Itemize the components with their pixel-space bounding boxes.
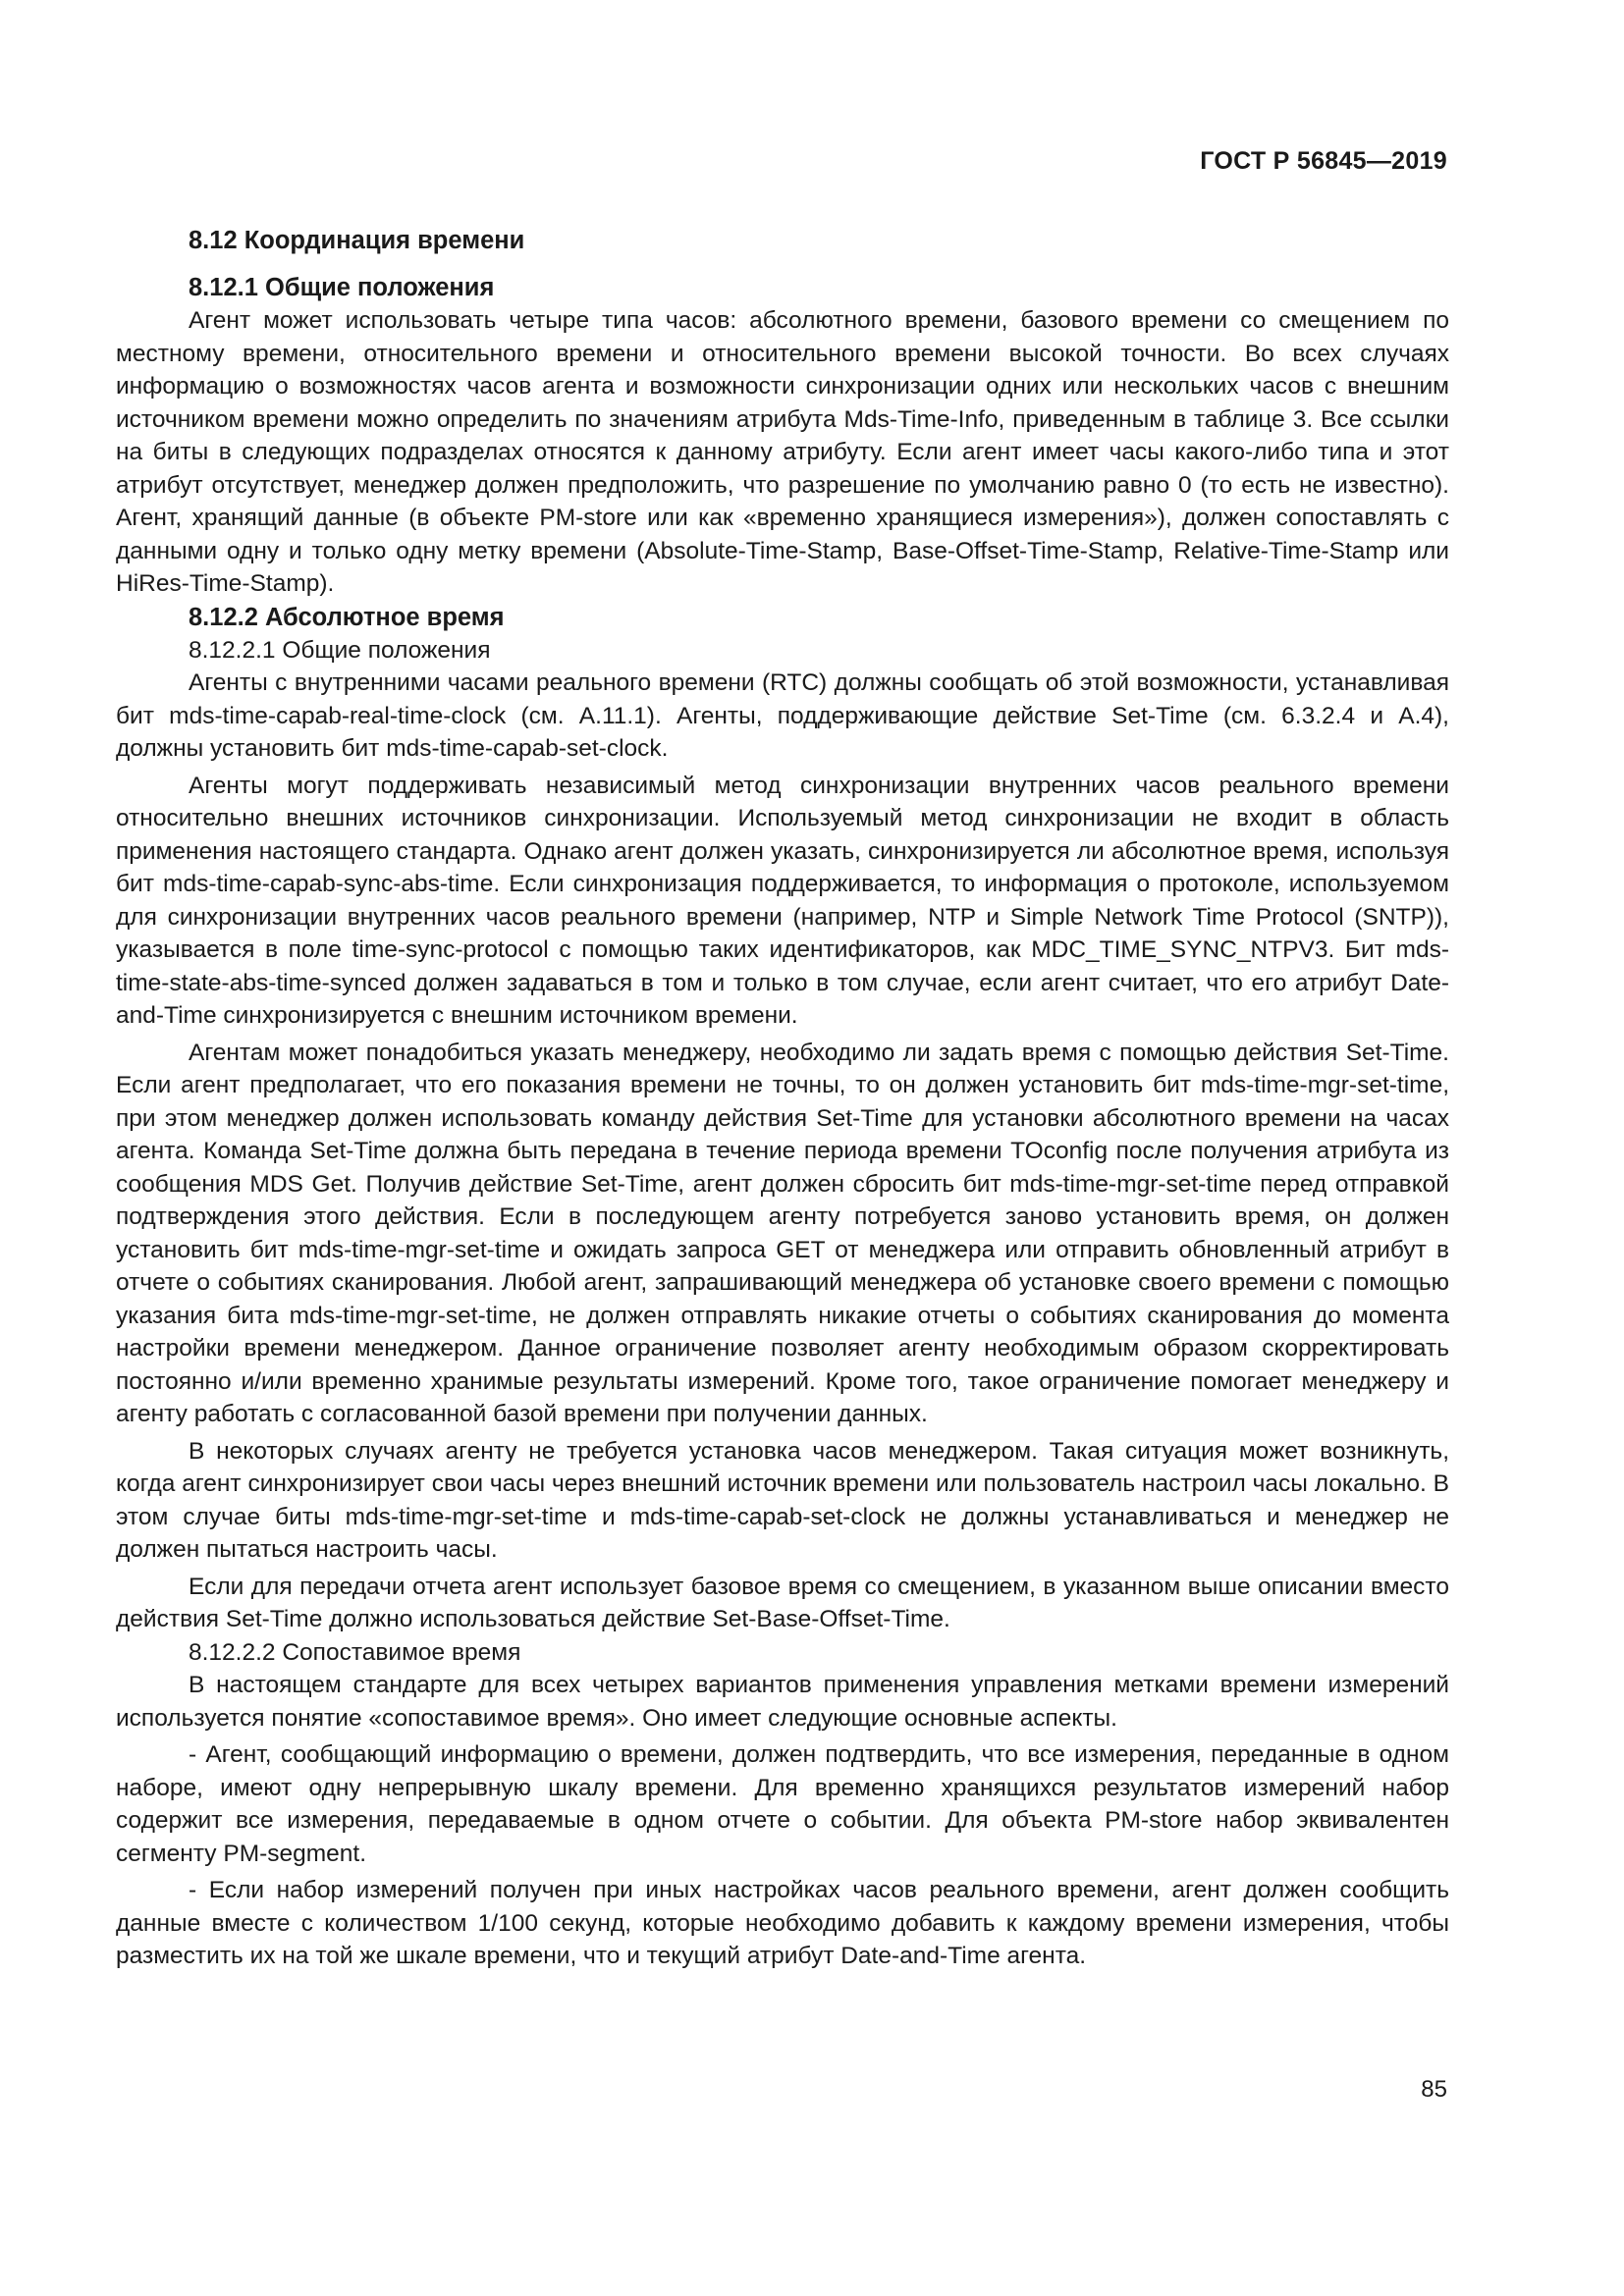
section-heading-8-12: 8.12 Координация времени [189, 227, 525, 254]
paragraph-8-12-2-1-5: Если для передачи отчета агент использует базовое время со смещением, в указанном выше описании вместо действия Set-Time должно использоваться действие Set-Base-Offset-Time. [116, 1573, 1449, 1632]
paragraph-8-12-2-1-3: Агентам может понадобиться указать менеджеру, необходимо ли задать время с помощью действия Set-Time. Если агент предполагает, что его показания времени не точны, то он должен установить бит mds-time-mgr-set-time, при этом менеджер должен использовать команду действия Set-Time для установки абсолютного времени на часах агента. Команда Set-Time должна быть передана в течение периода времени TOconfig после получения атрибута из сообщения MDS Get. Получив действие Set-Time, агент должен сбросить бит mds-time-mgr-set-time перед отправкой подтверждения этого действия. Если в последующем агенту потребуется заново установить время, он должен установить бит mds-time-mgr-set-time и ожидать запроса GET от менеджера или отправить обновленный атрибут в отчете о событиях сканирования. Любой агент, запрашивающий менеджера об установке своего времени с помощью указания бита mds-time-mgr-set-time, не должен отправлять никакие отчеты о событиях сканирования до момента настройки времени менеджером. Данное ограничение позволяет агенту необходимым образом скорректировать постоянно и/или временно хранимые результаты измерений. Кроме того, такое ограничение помогает менеджеру и агенту работать с согласованной базой времени при получении данных. [116, 1039, 1449, 1427]
subsection-heading-8-12-2: 8.12.2 Абсолютное время [189, 603, 505, 631]
document-standard-id: ГОСТ Р 56845—2019 [1200, 147, 1447, 175]
paragraph-8-12-1-1: Агент может использовать четыре типа часов: абсолютного времени, базового времени со смещением по местному времени, относительного времени и относительного времени высокой точности. Во всех случаях информацию о возможностях часов агента и возможности синхронизации одних или нескольких часов с внешним источником времени можно определить по значениям атрибута Mds-Time-Info, приведенным в таблице 3. Все ссылки на биты в следующих подразделах относятся к данному атрибуту. Если агент имеет часы какого-либо типа и этот атрибут отсутствует, менеджер должен предположить, что разрешение по умолчанию равно 0 (то есть не известно). Агент, хранящий данные (в объекте PM-store или как «временно хранящиеся измерения»), должен сопоставлять с данными одну и только одну метку времени (Absolute-Time-Stamp, Base-Offset-Time-Stamp, Relative-Time-Stamp или HiRes-Time-Stamp). [116, 307, 1449, 597]
subsubsection-heading-8-12-2-2: 8.12.2.2 Сопоставимое время [189, 1638, 521, 1666]
paragraph-8-12-2-1-2: Агенты могут поддерживать независимый метод синхронизации внутренних часов реального времени относительно внешних источников синхронизации. Используемый метод синхронизации не входит в область применения настоящего стандарта. Однако агент должен указать, синхронизируется ли абсолютное время, используя бит mds-time-capab-sync-abs-time. Если синхронизация поддерживается, то информация о протоколе, используемом для синхронизации внутренних часов реального времени (например, NTP и Simple Network Time Protocol (SNTP)), указывается в поле time-sync-protocol с помощью таких идентификаторов, как MDC_TIME_SYNC_NTPV3. Бит mds-time-state-abs-time-synced должен задаваться в том и только в том случае, если агент считает, что его атрибут Date-and-Time синхронизируется с внешним источником времени. [116, 772, 1449, 1029]
paragraph-8-12-2-2-1: В настоящем стандарте для всех четырех вариантов применения управления метками времени измерений используется понятие «сопоставимое время». Оно имеет следующие основные аспекты. [116, 1672, 1449, 1732]
paragraph-8-12-2-2-2: - Агент, сообщающий информацию о времени, должен подтвердить, что все измерения, переданные в одном наборе, имеют одну непрерывную шкалу времени. Для временно хранящихся результатов измерений набор содержит все измерения, передаваемые в одном отчете о событии. Для объекта PM-store набор эквивалентен сегменту PM-segment. [116, 1741, 1449, 1867]
document-body [116, 224, 1449, 1973]
subsubsection-heading-8-12-2-1: 8.12.2.1 Общие положения [189, 636, 491, 664]
paragraph-8-12-2-1-1: Агенты с внутренними часами реального времени (RTC) должны сообщать об этой возможности, устанавливая бит mds-time-capab-real-time-clock (см. А.11.1). Агенты, поддерживающие действие Set-Time (см. 6.3.2.4 и А.4), должны установить бит mds-time-capab-set-clock. [116, 669, 1449, 762]
paragraph-8-12-2-1-4: В некоторых случаях агенту не требуется установка часов менеджером. Такая ситуация может возникнуть, когда агент синхронизирует свои часы через внешний источник времени или пользователь настроил часы локально. В этом случае биты mds-time-mgr-set-time и mds-time-capab-set-clock не должны устанавливаться и менеджер не должен пытаться настроить часы. [116, 1437, 1449, 1563]
page-number: 85 [1421, 2076, 1447, 2103]
paragraph-8-12-2-2-3: - Если набор измерений получен при иных настройках часов реального времени, агент должен сообщить данные вместе с количеством 1/100 секунд, которые необходимо добавить к каждому времени измерения, чтобы разместить их на той же шкале времени, что и текущий атрибут Date-and-Time агента. [116, 1877, 1449, 1969]
subsection-heading-8-12-1: 8.12.1 Общие положения [189, 274, 495, 301]
